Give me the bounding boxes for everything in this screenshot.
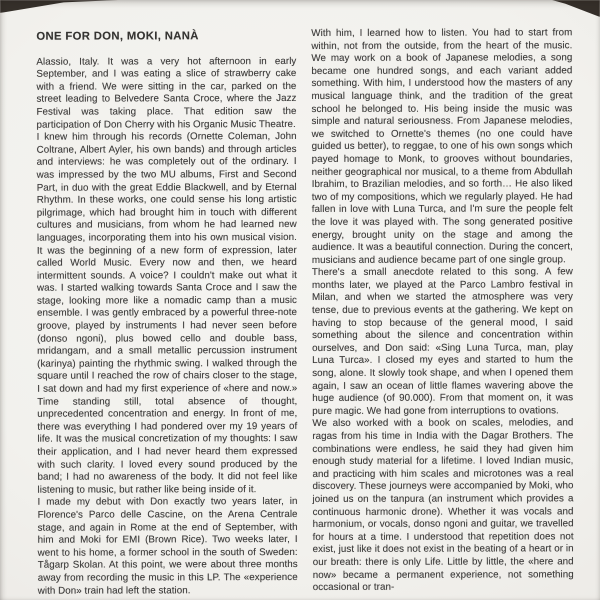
page-title: ONE FOR DON, MOKI, NANÀ <box>36 30 199 43</box>
right-column <box>311 27 573 594</box>
right-paragraph-2: There's a small anecdote related to this song. A few months later, we played at the Parco Lambro festival in Milan, and when we started the atmosphere was very tense, due to previous events at the gathering. We kept on having to stop because of the general mood, I said something about the silence and concentration within ourselves, and Don said: «Sing Luna Turca, man, play Luna Turca». I closed my eyes and started to hum the song, alone. It slowly took shape, and when I opened them again, I saw an ocean of little flames wavering above the huge audience (of 90.000). From that moment on, it was pure magic. We had gone from interruptions to ovations. <box>311 266 574 417</box>
right-paragraph-3: We also worked with a book on scales, melodies, and ragas from his time in India with the Dagar Brothers. The combinations were endless, he said they had given him enough study material for a lifetime. I loved Indian music, and practicing with him scales and microtones was a real discovery. These journeys were accompanied by Moki, who joined us on the tanpura (an instrument which provides a continuous harmonic drone). Whether it was vocals and harmonium, or vocals, donso ngoni and guitar, we travelled for hours at a time. I understood that repetition does not exist, just like it does not exist in the beating of a heart or in our breath: there is only Life. Little by little, the «here and now» became a permanent experience, not something occasional or tran- <box>312 417 574 594</box>
left-paragraph-2: I knew him through his records (Ornette Coleman, John Coltrane, Albert Ayler, his own bands) and through articles and interviews: he was completely out of the ordinary. I was impressed by the two MU albums, First and Second Part, in duo with the great Eddie Blackwell, and by Eternal Rhythm. In these works, one could sense his long artistic pilgrimage, which had brought him in touch with different cultures and musicians, from whom he had learned new languages, incorporating them into his own musical vision. It was the beginning of a new form of expression, later called World Music. Every now and then, we heard intermittent sounds. A voice? I couldn't make out what it was. I started walking towards Santa Croce and I saw the stage, looking more like a nomadic camp than a music ensemble. I was gently embraced by a powerful three-note groove, played by instruments I had never seen before (donso ngoni), plus bowed cello and double bass, mridangam, and a small metallic percussion instrument (karinya) painting the rhythmic swing. I walked through the square until I reached the row of chairs closer to the stage, I sat down and had my first experience of «here and now.» Time standing still, total absence of thought, unprecedented concentration and energy. In front of me, there was everything I had pondered over my 19 years of life. It was the musical concretization of my thoughts: I saw their application, and I had never heard them expressed with such clarity. I loved every sound produced by the band; I had no awareness of the body. It did not feel like listening to music, but rather like being inside of it. <box>36 131 298 496</box>
right-paragraph-1: With him, I learned how to listen. You had to start from within, not from the outside, from the heart of the music. We may work on a book of Japanese melodies, a song became one hundred songs, and each variant added something. With him, I understood how the masters of any musical language think, and the tradition of the great school he belonged to. His being inside the music was simple and natural seriousness. From Japanese melodies, we switched to Ornette's themes (no one could have guided us better), to reggae, to one of his own songs which payed homage to Monk, to grooves without boundaries, neither geographical nor musical, to a theme from Abdullah Ibrahim, to Brazilian melodies, and so forth… He also liked two of my compositions, which we regularly played. He had fallen in love with Luna Turca, and I'm sure the people felt the love it was played with. The song generated positive energy, brought unity on the stage and among the audience. It was a beautiful connection. During the concert, musicians and audience became part of one single group. <box>311 27 573 266</box>
left-paragraph-3: I made my debut with Don exactly two years later, in Florence's Parco delle Cascine, on the Arena Centrale stage, and again in Rome at the end of September, with him and Moki for EMI (Brown Rice). Two weeks later, I went to his home, a former school in the south of Sweden: Tågarp Skolan. At this point, we were about three months away from recording the music in this LP. The «experience with Don» train had left the station. <box>37 496 298 597</box>
left-column <box>36 30 297 598</box>
left-paragraph-1: Alassio, Italy. It was a very hot afternoon in early September, and I was eating a slice of strawberry cake with a friend. We were sitting in the car, parked on the street leading to Belvedere Santa Croce, where the Jazz Festival was taking place. That edition saw the participation of Don Cherry with his Organic Music Theatre. <box>36 55 297 131</box>
